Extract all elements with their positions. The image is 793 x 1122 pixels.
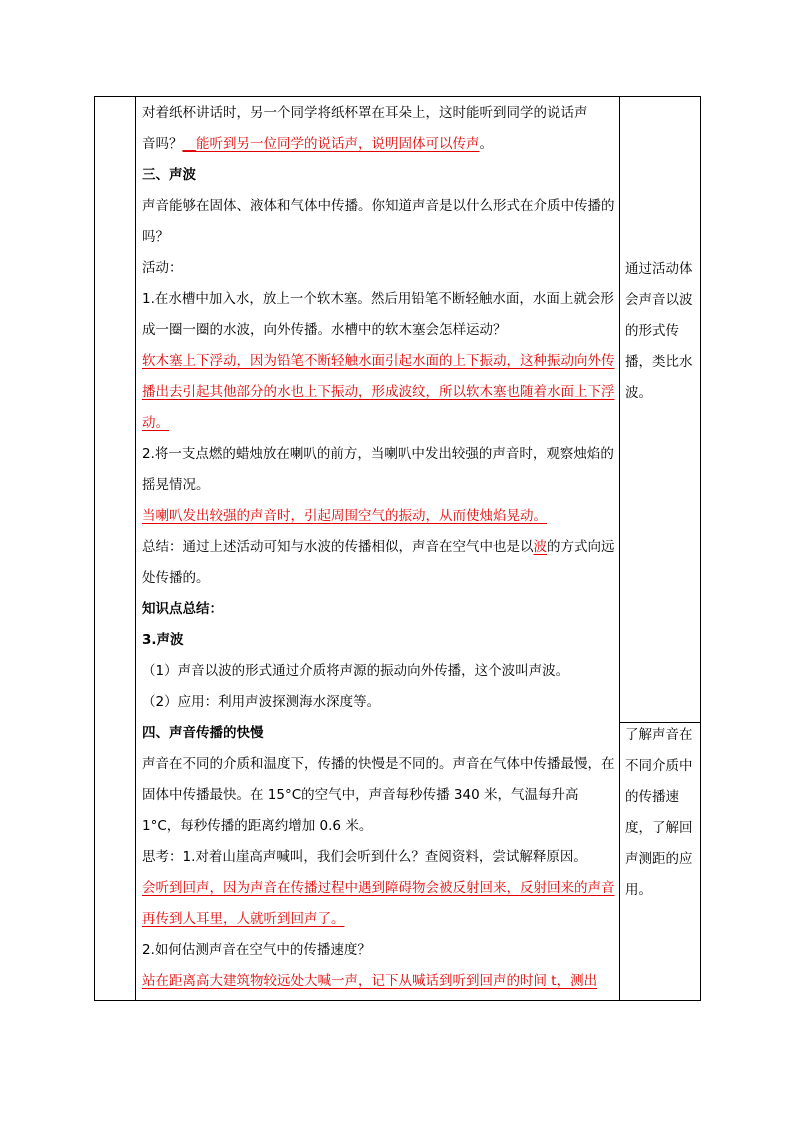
summary-post: 的方式向远处传播的。 xyxy=(142,539,615,586)
answer-text: __能听到另一位同学的说话声，说明固体可以传声 xyxy=(182,136,480,152)
summary xyxy=(142,532,616,594)
knowledge-title: 知识点总结： xyxy=(142,601,223,617)
knowledge-item-1: （1）声音以波的形式通过介质将声源的振动向外传播，这个波叫声波。 xyxy=(142,663,570,679)
think-2: 2.如何估测声音在空气中的传播速度？ xyxy=(142,942,371,958)
column-divider-left xyxy=(135,97,136,1000)
activity-2: 2.将一支点燃的蜡烛放在喇叭的前方，当喇叭中发出较强的声音时，观察烛焰的摇晃情况。 xyxy=(142,446,614,493)
summary-pre: 总结：通过上述活动可知与水波的传播相似，声音在空气中也是以 xyxy=(142,539,534,555)
lesson-content xyxy=(142,98,616,997)
knowledge-item-2: （2）应用：利用声波探测海水深度等。 xyxy=(142,694,381,710)
think-1-answer: 会听到回声，因为声音在传播过程中遇到障碍物会被反射回来，反射回来的声音再传到人耳里，人就听到回声了。 xyxy=(142,880,615,927)
activity-2-answer: 当喇叭发出较强的声音时，引起周围空气的振动，从而使烛焰晃动。 xyxy=(142,508,547,524)
think-2-answer: 站在距离高大建筑物较远处大喊一声，记下从喊话到听到回声的时间 t，测出 xyxy=(142,973,598,989)
activity-1: 1.在水槽中加入水，放上一个软木塞。然后用铅笔不断轻触水面，水面上就会形成一圈一圈的水波，向外传播。水槽中的软木塞会怎样运动？ xyxy=(142,291,614,338)
section-title: 三、声波 xyxy=(142,167,196,183)
activity-label: 活动： xyxy=(142,260,183,276)
think-1: 思考：1.对着山崖高声喊叫，我们会听到什么？查阅资料，尝试解释原因。 xyxy=(142,849,587,865)
question-with-answer xyxy=(142,129,616,160)
paragraph: 对着纸杯讲话时，另一个同学将纸杯罩在耳朵上，这时能听到同学的说话声 xyxy=(142,105,588,121)
section-title-4: 四、声音传播的快慢 xyxy=(142,725,264,741)
activity-1-answer: 软木塞上下浮动，因为铅笔不断轻触水面引起水面的上下振动，这种振动向外传播出去引起其他部分的水也上下振动，形成波纹，所以软木塞也随着水面上下浮动。 xyxy=(142,353,615,431)
summary-blank: 波 xyxy=(533,539,547,555)
design-note-2: 了解声音在不同介质中的传播速度，了解回声测距的应用。 xyxy=(625,727,693,898)
column-divider-right xyxy=(619,97,620,1000)
question-text: 音吗？ xyxy=(142,136,183,152)
knowledge-subtitle: 3.声波 xyxy=(142,632,184,648)
section-4-text: 声音在不同的介质和温度下，传播的快慢是不同的。声音在气体中传播最慢，在固体中传播最快。在 15°C的空气中，声音每秒传播 340 米，气温每升高 1°C，每秒传播的距离约增加 0.6 米。 xyxy=(142,756,615,834)
design-note-1: 通过活动体会声音以波的形式传播，类比水波。 xyxy=(625,261,693,401)
punctuation: 。 xyxy=(479,136,493,152)
section-intro: 声音能够在固体、液体和气体中传播。你知道声音是以什么形式在介质中传播的吗？ xyxy=(142,198,615,245)
